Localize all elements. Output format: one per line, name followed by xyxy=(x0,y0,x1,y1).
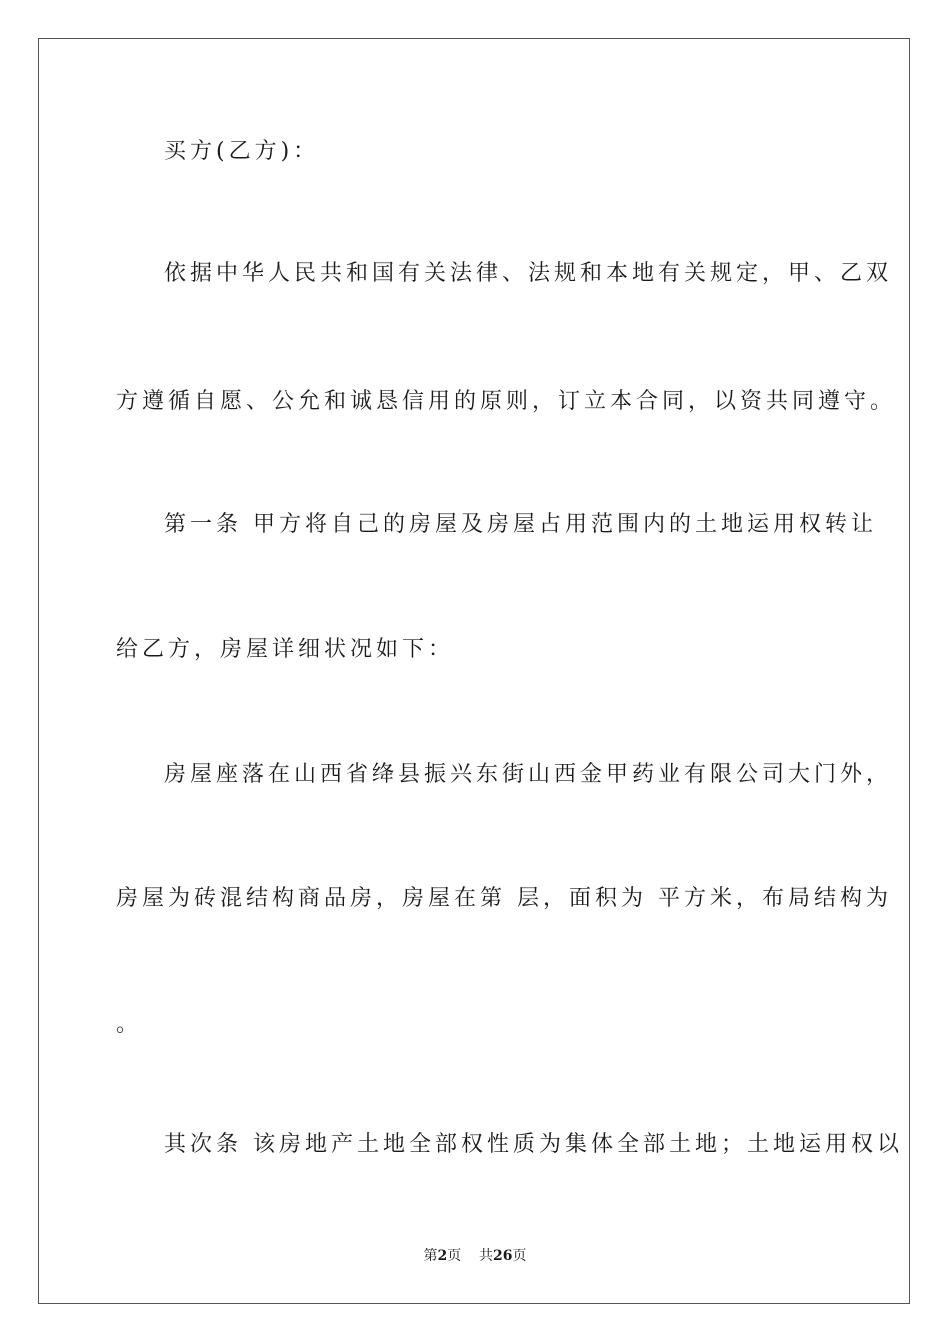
paragraph-line-article-2: 其次条 该房地产土地全部权性质为集体全部土地；土地运用权以 xyxy=(164,1132,903,1157)
total-suffix: 页 xyxy=(512,1248,527,1264)
total-prefix: 共 xyxy=(479,1248,494,1264)
page-prefix: 第 xyxy=(423,1248,438,1264)
page-border xyxy=(38,38,910,1304)
paragraph-line-buyer: 买方(乙方)： xyxy=(164,139,320,164)
paragraph-line: 给乙方，房屋详细状况如下： xyxy=(116,637,455,662)
paragraph-line: 。 xyxy=(116,1012,143,1037)
page-footer xyxy=(0,1247,950,1265)
total-pages: 26 xyxy=(493,1248,513,1264)
page-suffix: 页 xyxy=(447,1248,462,1264)
paragraph-line: 依据中华人民共和国有关法律、法规和本地有关规定，甲、乙双 xyxy=(164,261,893,286)
paragraph-line: 房屋为砖混结构商品房，房屋在第 层，面积为 平方米，布局结构为 xyxy=(116,886,892,911)
page-number: 2 xyxy=(437,1248,448,1264)
paragraph-line: 方遵循自愿、公允和诚恳信用的原则，订立本合同，以资共同遵守。 xyxy=(116,389,897,414)
paragraph-line: 房屋座落在山西省绛县振兴东街山西金甲药业有限公司大门外， xyxy=(164,762,893,787)
paragraph-line-article-1: 第一条 甲方将自己的房屋及房屋占用范围内的土地运用权转让 xyxy=(164,512,877,537)
